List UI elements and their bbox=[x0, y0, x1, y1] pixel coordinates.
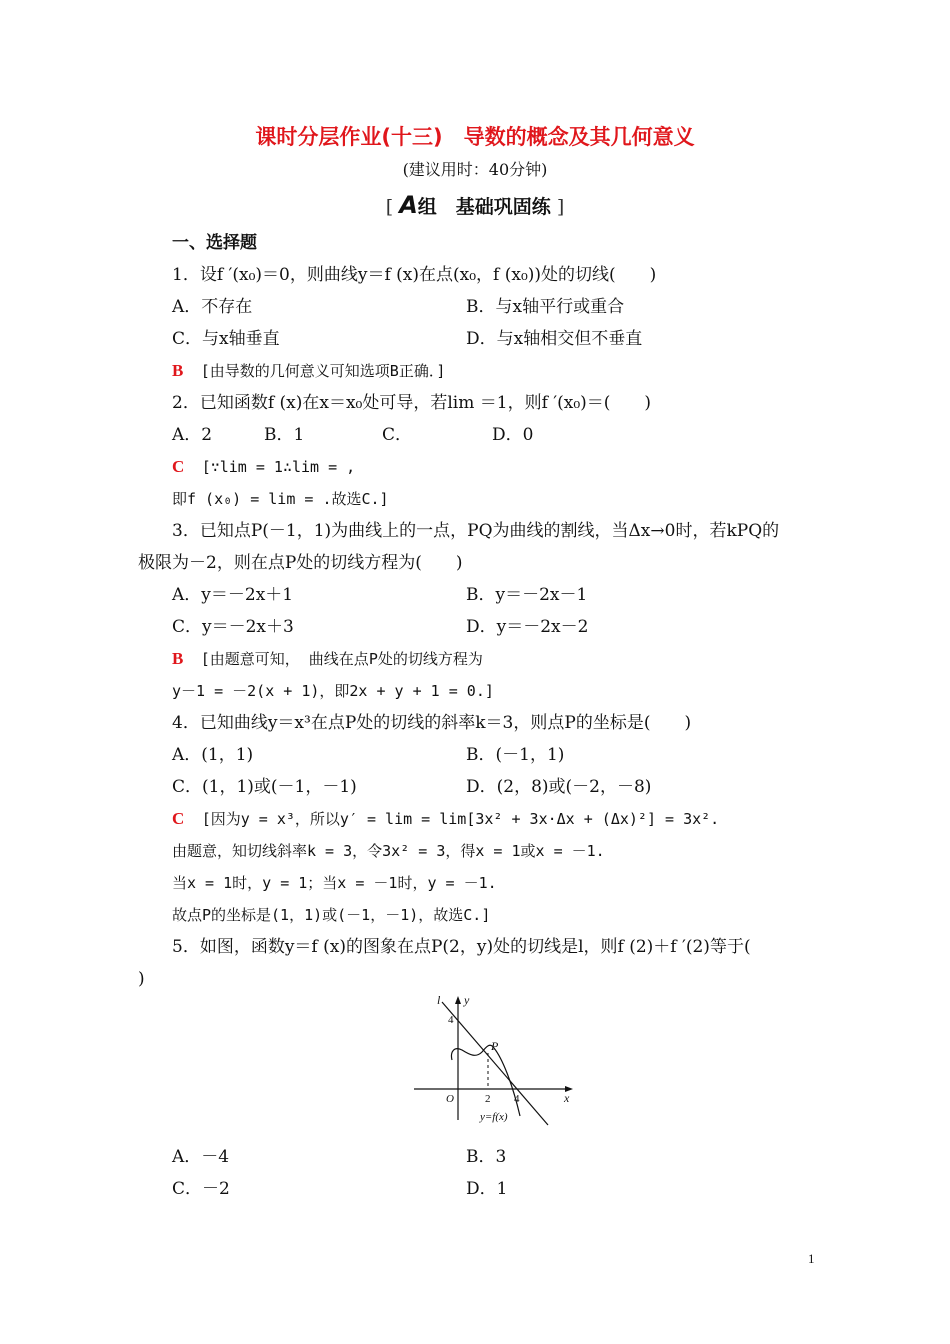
q2-option-a: A．2 bbox=[172, 425, 213, 445]
q4-explain-3: 当x = 1时，y = 1；当x = －1时，y = －1. bbox=[172, 874, 497, 892]
page-title: 课时分层作业(十三) 导数的概念及其几何意义 bbox=[255, 125, 695, 149]
q5-option-a: A．－4 bbox=[172, 1147, 230, 1167]
q3-option-c: C．y＝－2x＋3 bbox=[172, 617, 294, 637]
q2-explain-2: 即f (x₀) = lim = .故选C.] bbox=[172, 490, 389, 508]
q1-option-c: C．与x轴垂直 bbox=[172, 329, 280, 349]
q5-figure bbox=[410, 992, 580, 1128]
q5-option-d: D．1 bbox=[466, 1179, 508, 1199]
q2-key: C bbox=[172, 457, 185, 476]
q4-key: C bbox=[172, 809, 185, 828]
q3-explain-1: [由题意可知， 曲线在点P处的切线方程为 bbox=[200, 650, 483, 668]
q4-option-a: A．(1，1) bbox=[172, 745, 254, 765]
y-axis-arrow-icon bbox=[455, 996, 461, 1004]
q3-option-d: D．y＝－2x－2 bbox=[466, 617, 589, 637]
q3-answer bbox=[172, 648, 483, 670]
label-x: x bbox=[564, 1091, 570, 1105]
q5-option-c: C．－2 bbox=[172, 1179, 230, 1199]
bracket-left: [ bbox=[385, 196, 394, 218]
q2-option-b: B．1 bbox=[264, 425, 305, 445]
bracket-right: ] bbox=[556, 196, 565, 218]
section-title: 一、选择题 bbox=[172, 233, 257, 253]
curve-f bbox=[451, 1045, 520, 1116]
q3-stem-2: 极限为－2，则在点P处的切线方程为( ) bbox=[138, 553, 463, 573]
q2-option-d: D．0 bbox=[492, 425, 534, 445]
tick-2-x: 2 bbox=[485, 1093, 491, 1105]
q4-option-b: B．(－1，1) bbox=[466, 745, 565, 765]
q1-explain: [由导数的几何意义可知选项B正确．] bbox=[200, 362, 446, 380]
tick-4-x: 4 bbox=[514, 1093, 520, 1105]
q1-key: B bbox=[172, 361, 184, 380]
q1-option-d: D．与x轴相交但不垂直 bbox=[466, 329, 643, 349]
q2-answer bbox=[172, 456, 355, 478]
q5-stem-1: 5．如图，函数y＝f (x)的图象在点P(2，y)处的切线是l，则f (2)＋f ′(2)等于( bbox=[172, 937, 751, 957]
q3-option-b: B．y＝－2x－1 bbox=[466, 585, 588, 605]
q3-key: B bbox=[172, 649, 184, 668]
q4-explain-4: 故点P的坐标是(1，1)或(－1，－1)，故选C.] bbox=[172, 906, 491, 924]
q2-explain-1: [∵lim = 1∴lim = , bbox=[201, 458, 356, 476]
q1-answer bbox=[172, 360, 445, 382]
q3-stem-1: 3．已知点P(－1，1)为曲线上的一点，PQ为曲线的割线，当Δx→0时，若kPQ的 bbox=[172, 521, 780, 541]
q2-option-c: C． bbox=[382, 425, 413, 445]
suggested-time: (建议用时：40分钟) bbox=[402, 160, 548, 179]
group-heading bbox=[0, 191, 950, 219]
label-o: O bbox=[446, 1093, 454, 1105]
q4-explain-2: 由题意，知切线斜率k = 3，令3x² = 3，得x = 1或x = －1. bbox=[172, 842, 605, 860]
q1-stem: 1．设f ′(x₀)＝0，则曲线y＝f (x)在点(x₀，f (x₀))处的切线( ) bbox=[172, 265, 657, 285]
page-number: 1 bbox=[808, 1251, 815, 1266]
q1-option-a: A．不存在 bbox=[172, 297, 253, 317]
q4-stem: 4．已知曲线y＝x³在点P处的切线的斜率k＝3，则点P的坐标是( ) bbox=[172, 713, 692, 733]
q3-option-a: A．y＝－2x＋1 bbox=[172, 585, 294, 605]
group-label: 组 基础巩固练 bbox=[417, 196, 551, 218]
group-letter: A bbox=[399, 191, 418, 219]
curve-label: y=f(x) bbox=[480, 1111, 508, 1123]
q4-option-c: C．(1，1)或(－1，－1) bbox=[172, 777, 357, 797]
q5-option-b: B．3 bbox=[466, 1147, 507, 1167]
q4-explain-1: [因为y = x³，所以y′ = lim = lim[3x² + 3x·Δx + (Δx)²] = 3x². bbox=[201, 810, 720, 828]
tick-4-y: 4 bbox=[448, 1014, 454, 1026]
q3-explain-2: y－1 = －2(x + 1)，即2x + y + 1 = 0.] bbox=[172, 682, 494, 700]
q4-answer bbox=[172, 808, 719, 830]
q2-stem: 2．已知函数f (x)在x＝x₀处可导，若lim ＝1，则f ′(x₀)＝( ) bbox=[172, 393, 652, 413]
label-p: P bbox=[491, 1039, 499, 1053]
q5-stem-2: ) bbox=[138, 969, 145, 989]
label-l: l bbox=[437, 993, 441, 1007]
q1-option-b: B．与x轴平行或重合 bbox=[466, 297, 625, 317]
q4-option-d: D．(2，8)或(－2，－8) bbox=[466, 777, 652, 797]
label-y: y bbox=[464, 993, 470, 1007]
